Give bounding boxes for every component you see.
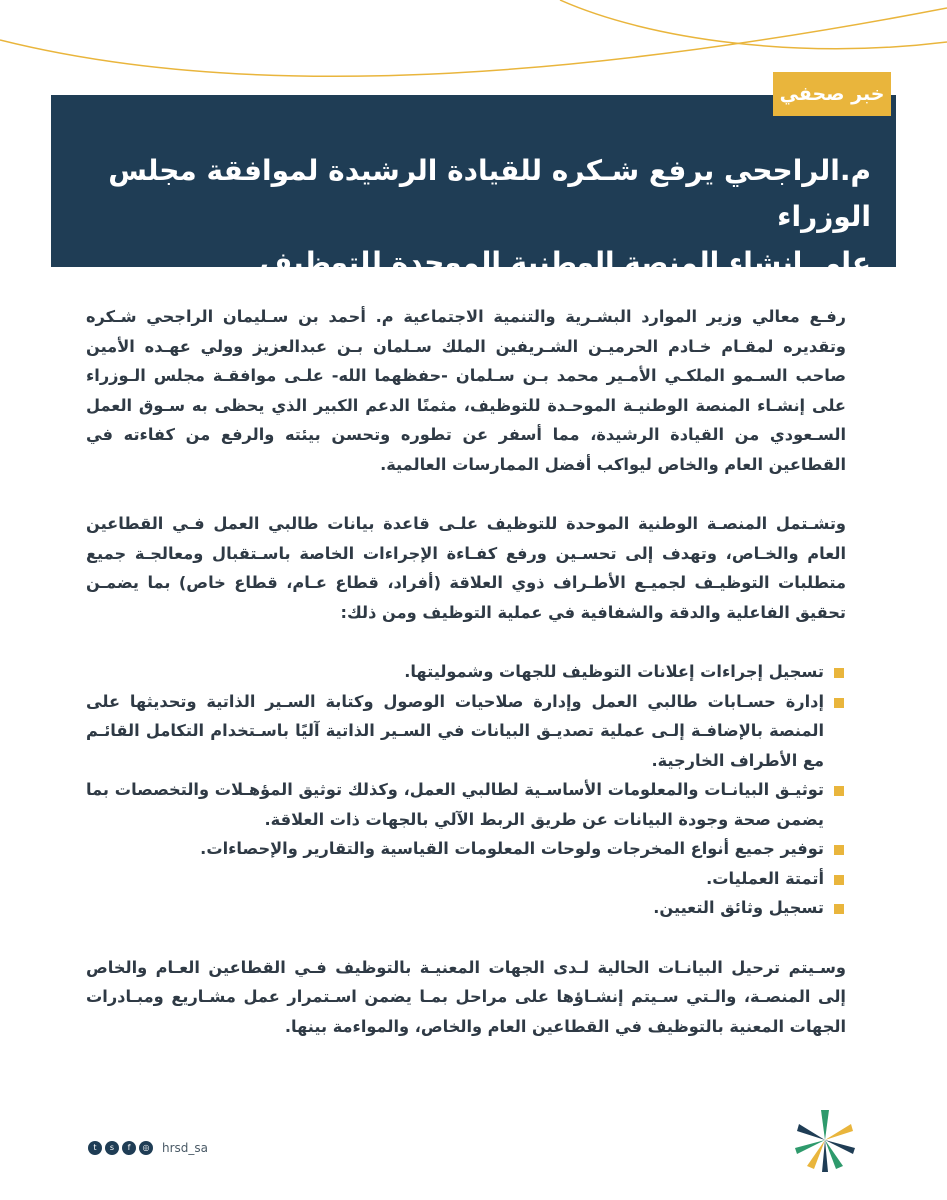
bullet-square-icon bbox=[834, 875, 844, 885]
bullet-square-icon bbox=[834, 845, 844, 855]
article-body bbox=[86, 302, 846, 1071]
bullet-square-icon bbox=[834, 786, 844, 796]
page-title bbox=[81, 148, 871, 286]
list-item: توثيـق البيانـات والمعلومات الأساسـية لطالبي العمل، وكذلك توثيق المؤهـلات والتخصصات بما يضمن صحة وجودة البيانات عن طريق الربط الآلي بالجهات ذات العلاقة. bbox=[86, 775, 846, 834]
paragraph-1: رفـع معالي وزير الموارد البشـرية والتنمية الاجتماعية م. أحمد بن سـليمان الراجحي شـكره وتقديره لمقـام خـادم الحرميـن الشـريفين الملك سـلمان بـن عبدالعزيز وولي عهـده الأمين صاحب السـمو الملكـي الأمـير محمد بـن سـلمان -حفظهما الله- علـى موافقـة مجلس الـوزراء على إنشـاء المنصة الوطنيـة الموحـدة للتوظيف، مثمنًا الدعم الكبير الذي يحظى به سـوق العمل السـعودي من القيادة الرشيدة، مما أسفر عن تطوره وتحسن بيئته والرفع من كفاءته في القطاعين العام والخاص ليواكب أفضل الممارسات العالمية. bbox=[86, 307, 846, 474]
list-item: تسجيل وثائق التعيين. bbox=[86, 893, 846, 923]
bullet-list bbox=[86, 657, 846, 923]
list-item: أتمتة العمليات. bbox=[86, 864, 846, 894]
list-item: توفير جميع أنواع المخرجات ولوحات المعلومات القياسية والتقارير والإحصاءات. bbox=[86, 834, 846, 864]
bullet-square-icon bbox=[834, 904, 844, 914]
instagram-icon[interactable]: ◎ bbox=[139, 1141, 153, 1155]
headline-line-1: م.الراجحي يرفع شـكره للقيادة الرشيدة لموافقة مجلس الوزراء bbox=[108, 154, 871, 233]
list-item: إدارة حسـابات طالبي العمل وإدارة صلاحيات الوصول وكتابة السـير الذاتية وتحديثها على المنصة بالإضافـة إلـى عملية تصديـق البيانات في السـير الذاتية آليًا باسـتخدام التكامل القائـم مع الأطراف الخارجية. bbox=[86, 687, 846, 776]
snapchat-icon[interactable]: s bbox=[105, 1141, 119, 1155]
paragraph-3: وسـيتم ترحيل البيانـات الحالية لـدى الجهات المعنيـة بالتوظيف فـي القطاعين العـام والخاص إلى المنصـة، والـتي سـيتم إنشـاؤها على مراحل بمـا يضمن اسـتمرار عمل مشـاريع ومبـادرات الجهات المعنية بالتوظيف في القطاعين العام والخاص، والمواءمة بينها. bbox=[86, 957, 846, 1036]
paragraph-2: وتشـتمل المنصـة الوطنية الموحدة للتوظيف علـى قاعدة بيانات طالبي العمل فـي القطاعين العام والخـاص، وتهدف إلى تحسـين ورفع كفـاءة الإجراءات الخاصة باسـتقبال ومعالجـة جميع متطلبات التوظيـف لجميـع الأطـراف ذوي العلاقة (أفراد، قطاع عـام، قطاع خاص) بما يضمـن تحقيق الفاعلية والدقة والشفافية في عملية التوظيف ومن ذلك: bbox=[86, 514, 846, 622]
ministry-logo-icon bbox=[790, 1105, 860, 1175]
social-handle[interactable]: hrsd_sa bbox=[162, 1141, 209, 1155]
bullet-square-icon bbox=[834, 668, 844, 678]
press-release-tag: خبر صحفي bbox=[773, 72, 891, 116]
twitter-icon[interactable]: t bbox=[88, 1141, 102, 1155]
list-item: تسجيل إجراءات إعلانات التوظيف للجهات وشموليتها. bbox=[86, 657, 846, 687]
bullet-square-icon bbox=[834, 698, 844, 708]
headline-line-2: على إنشاء المنصة الوطنية الموحدة للتوظيف bbox=[259, 246, 871, 279]
social-links bbox=[88, 1138, 208, 1158]
facebook-icon[interactable]: f bbox=[122, 1141, 136, 1155]
